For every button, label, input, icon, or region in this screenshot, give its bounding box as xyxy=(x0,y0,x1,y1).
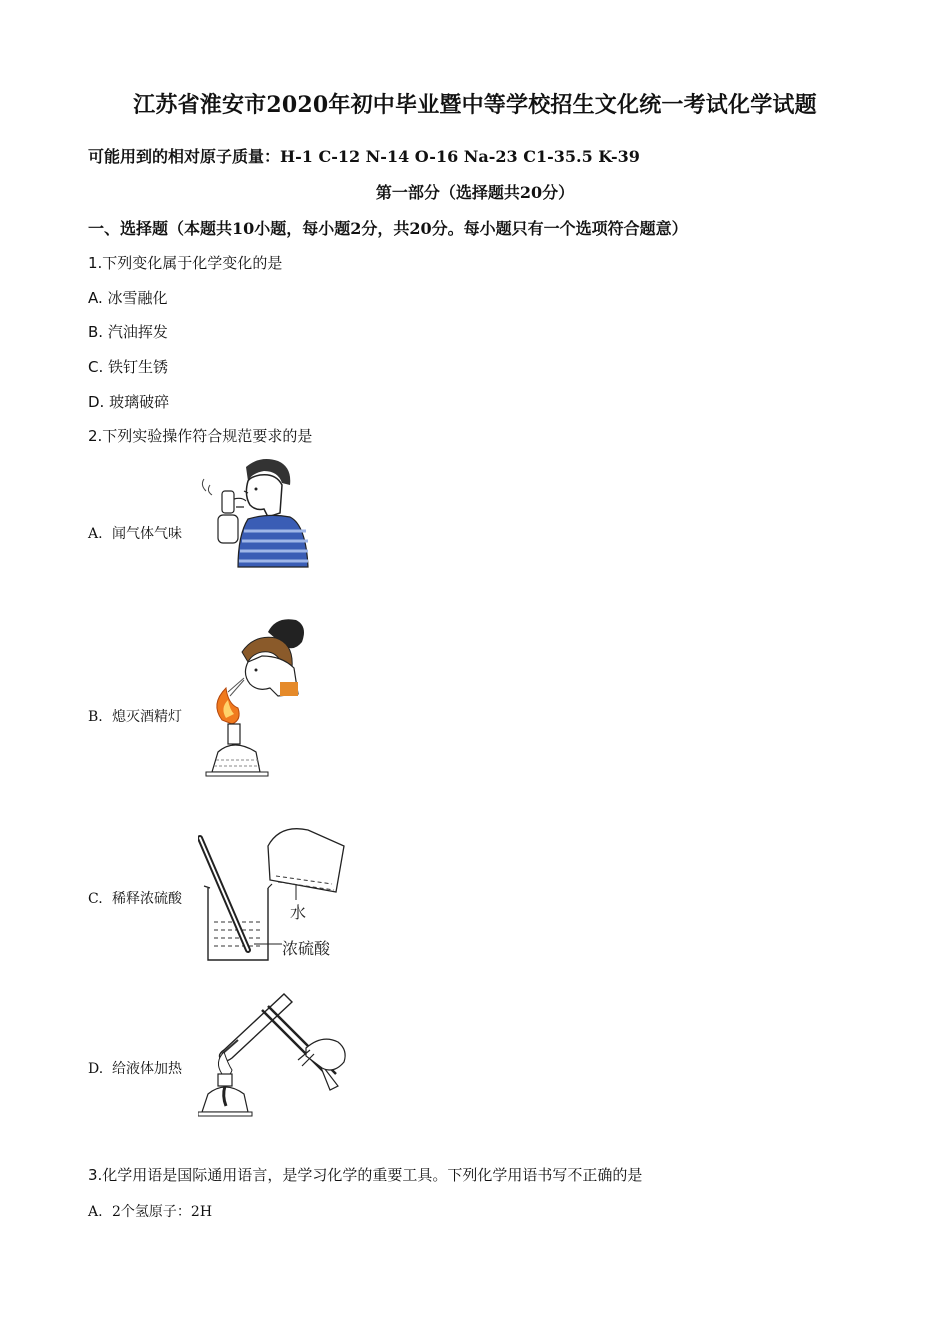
option-letter: B. xyxy=(88,709,103,725)
question-3-option-a xyxy=(88,1201,212,1221)
option-text: 稀释浓硫酸 xyxy=(112,891,182,907)
question-2-stem: 2.下列实验操作符合规范要求的是 xyxy=(88,427,313,445)
concentrated-acid-label: 浓硫酸 xyxy=(282,939,331,958)
question-1-option-a: A. 冰雪融化 xyxy=(88,289,168,307)
question-1-stem: 1.下列变化属于化学变化的是 xyxy=(88,254,283,272)
section-one-heading: 一、选择题（本题共10小题，每小题2分，共20分。每小题只有一个选项符合题意） xyxy=(88,219,688,238)
option-text: 2个氢原子：2H xyxy=(112,1204,213,1220)
option-text: 闻气体气味 xyxy=(112,526,182,542)
option-text: 熄灭酒精灯 xyxy=(112,709,182,725)
water-label: 水 xyxy=(290,903,307,922)
option-text: 给液体加热 xyxy=(112,1061,182,1077)
question-2-option-d xyxy=(88,1058,182,1078)
exam-title: 江苏省淮安市2020年初中毕业暨中等学校招生文化统一考试化学试题 xyxy=(133,92,817,118)
part-one-heading: 第一部分（选择题共20分） xyxy=(375,183,575,202)
question-2-option-a xyxy=(88,523,182,543)
dilute-acid-figure xyxy=(198,822,348,964)
question-1-option-c: C. 铁钉生锈 xyxy=(88,358,169,376)
question-2-option-c xyxy=(88,888,182,908)
question-3-stem: 3.化学用语是国际通用语言，是学习化学的重要工具。下列化学用语书写不正确的是 xyxy=(88,1166,643,1184)
option-letter: C. xyxy=(88,891,103,907)
atomic-mass-line: 可能用到的相对原子质量：H-1 C-12 N-14 O-16 Na-23 C1-35.5 K-39 xyxy=(88,147,640,166)
option-letter: A. xyxy=(88,1204,103,1220)
question-1-option-d: D. 玻璃破碎 xyxy=(88,393,170,411)
extinguish-lamp-figure xyxy=(198,612,318,782)
option-letter: A. xyxy=(88,526,103,542)
question-1-option-b: B. 汽油挥发 xyxy=(88,323,168,341)
heat-liquid-figure xyxy=(198,990,358,1120)
question-2-option-b xyxy=(88,706,182,726)
option-letter: D. xyxy=(88,1061,104,1077)
smell-gas-figure xyxy=(198,455,318,573)
